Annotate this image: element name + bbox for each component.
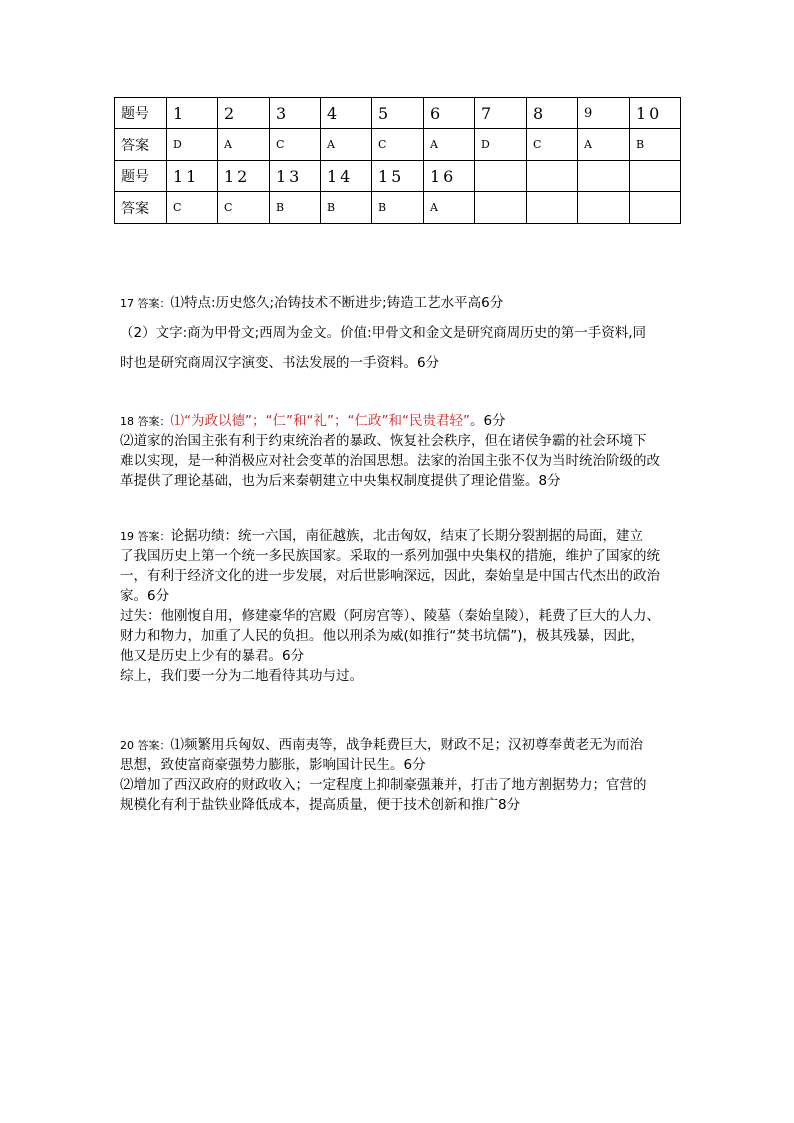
answer-line: 思想，致使富商豪强势力膨胀，影响国计民生。6分 [120, 757, 426, 773]
answer-line: 财力和物力，加重了人民的负担。他以刑杀为威(如推行“焚书坑儒”)，极其残暴，因此， [120, 628, 645, 644]
number-cell [527, 161, 578, 192]
answer-line: 规模化有利于盐铁业降低成本，提高质量，便于技术创新和推广8分 [120, 797, 521, 813]
answer-cell: B [630, 129, 681, 161]
answer-text: 论据功绩：统一六国，南征越族，北击匈奴，结束了长期分裂割据的局面，建立 [170, 528, 643, 544]
number-cell [630, 161, 681, 192]
number-cell [475, 161, 527, 192]
answer-line: ⑵道家的治国主张有利于约束统治者的暴政、恢复社会秩序，但在诸侯争霸的社会环境下 [120, 433, 647, 449]
question-label: 18 答案： [120, 415, 171, 428]
table-row-answers-1 [115, 129, 681, 161]
answer-block-18 [120, 411, 680, 491]
table-row-answers-2 [115, 192, 681, 224]
answer-cell [578, 192, 630, 224]
number-cell: 1 [167, 98, 218, 129]
answer-line: （2）文字:商为甲骨文;西周为金文。价值:甲骨文和金文是研究商周历史的第一手资料,同 [120, 325, 647, 341]
question-label: 19 答案： [120, 530, 171, 543]
score-text: 。6分 [469, 413, 506, 429]
number-cell: 12 [218, 161, 270, 192]
answer-line: 一，有利于经济文化的进一步发展，对后世影响深远，因此，秦始皇是中国古代杰出的政治 [120, 568, 660, 584]
answer-cell: B [372, 192, 424, 224]
answer-label-cell: 答案 [115, 192, 167, 224]
answer-text: ⑴频繁用兵匈奴、西南夷等，战争耗费巨大，财政不足；汉初尊奉黄老无为而治 [170, 737, 643, 753]
number-cell: 6 [424, 98, 475, 129]
answer-cell [630, 192, 681, 224]
number-cell: 9 [578, 98, 630, 129]
answer-cell: A [578, 129, 630, 161]
answer-cell: C [527, 129, 578, 161]
table-row-numbers-2 [115, 161, 681, 192]
answer-line [120, 735, 680, 755]
answer-line [120, 411, 680, 431]
question-label: 20 答案： [120, 739, 171, 752]
number-cell: 11 [167, 161, 218, 192]
answer-block-20 [120, 735, 680, 815]
answer-cell [527, 192, 578, 224]
answer-label-cell: 答案 [115, 129, 167, 161]
answer-line: ⑵增加了西汉政府的财政收入；一定程度上抑制豪强兼并，打击了地方割据势力；官营的 [120, 777, 647, 793]
answer-line: 了我国历史上第一个统一多民族国家。采取的一系列加强中央集权的措施，维护了国家的统 [120, 548, 660, 564]
answer-cell: C [218, 192, 270, 224]
answer-cell [475, 192, 527, 224]
answer-line: 综上，我们要一分为二地看待其功与过。 [120, 668, 363, 684]
answer-block-17 [120, 292, 680, 374]
answer-cell: A [321, 129, 372, 161]
answer-text: ⑴特点:历史悠久;冶铸技术不断进步;铸造工艺水平高6分 [170, 295, 504, 311]
answer-line: 过失：他刚愎自用，修建豪华的宫殿（阿房宫等）、陵墓（秦始皇陵），耗费了巨大的人力、 [120, 608, 660, 624]
answer-cell: D [475, 129, 527, 161]
answer-line: 时也是研究商周汉字演变、书法发展的一手资料。6分 [120, 355, 440, 371]
answer-table [114, 97, 681, 224]
answer-cell: A [218, 129, 270, 161]
number-cell: 4 [321, 98, 372, 129]
answer-cell: C [372, 129, 424, 161]
question-label: 17 答案： [120, 297, 171, 310]
number-cell: 10 [630, 98, 681, 129]
answer-line: 难以实现，是一种消极应对社会变革的治国思想。法家的治国主张不仅为当时统治阶级的改 [120, 453, 660, 469]
answer-line: 他又是历史上少有的暴君。6分 [120, 648, 305, 664]
answer-line [120, 526, 680, 546]
table-row-numbers-1 [115, 98, 681, 129]
answer-cell: A [424, 129, 475, 161]
answer-line: 革提供了理论基础，也为后来秦朝建立中央集权制度提供了理论借鉴。8分 [120, 473, 561, 489]
number-cell: 3 [270, 98, 321, 129]
number-cell: 16 [424, 161, 475, 192]
number-cell: 8 [527, 98, 578, 129]
number-cell: 13 [270, 161, 321, 192]
number-cell: 7 [475, 98, 527, 129]
answer-cell: B [270, 192, 321, 224]
answer-cell: C [167, 192, 218, 224]
answer-block-19 [120, 526, 680, 686]
number-cell: 15 [372, 161, 424, 192]
header-label-cell: 题号 [115, 98, 167, 129]
number-cell: 5 [372, 98, 424, 129]
number-cell: 14 [321, 161, 372, 192]
answer-line: 家。6分 [120, 588, 170, 604]
answer-cell: A [424, 192, 475, 224]
answer-line [120, 292, 680, 314]
answer-cell: D [167, 129, 218, 161]
answer-cell: C [270, 129, 321, 161]
header-label-cell: 题号 [115, 161, 167, 192]
number-cell [578, 161, 630, 192]
number-cell: 2 [218, 98, 270, 129]
answer-text-red: ⑴“为政以德”；“仁”和“礼”；“仁政”和“民贵君轻” [170, 413, 470, 429]
answer-cell: B [321, 192, 372, 224]
